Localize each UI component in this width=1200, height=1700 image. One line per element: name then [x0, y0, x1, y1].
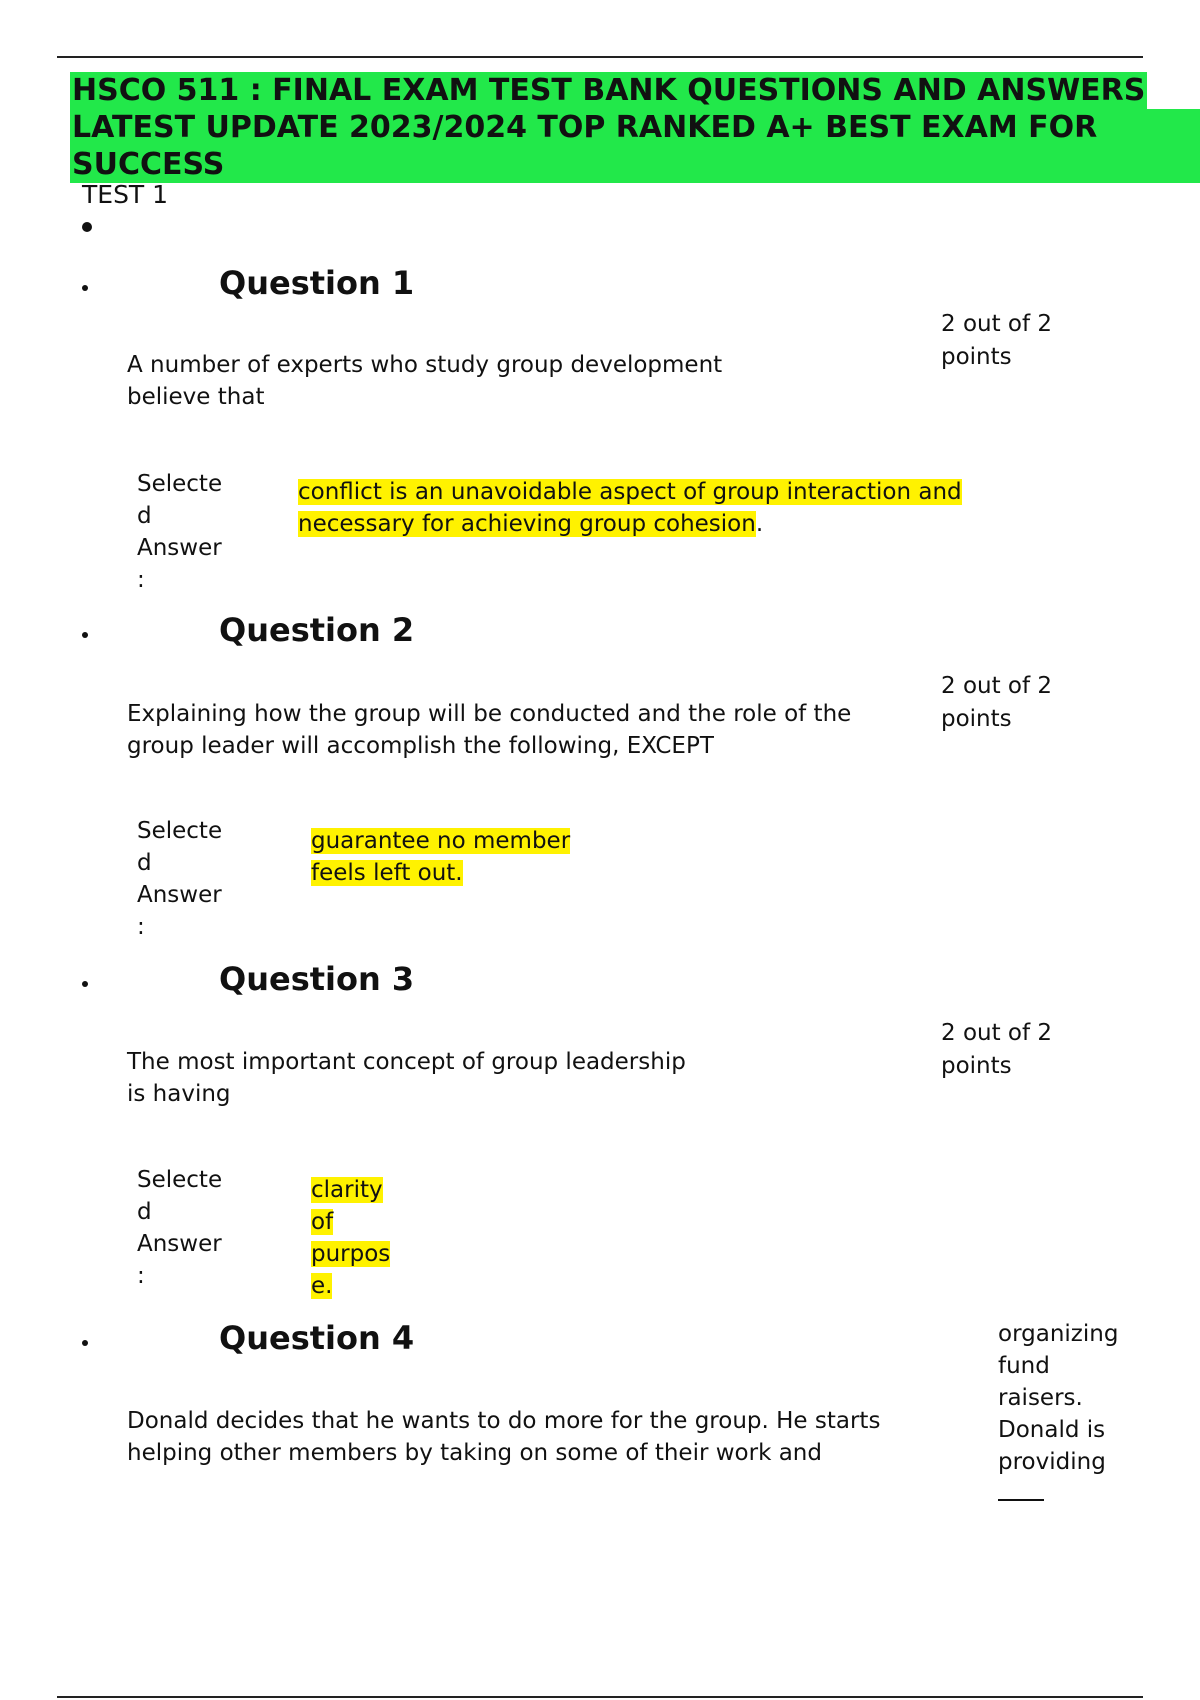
points-line-1: 2 out of 2	[941, 311, 1053, 337]
question-4-continuation	[998, 1318, 1148, 1510]
bottom-rule	[57, 1696, 1143, 1698]
title-line-1: HSCO 511 : FINAL EXAM TEST BANK QUESTIONS AND ANSWERS	[72, 73, 1146, 108]
answer-trailing-period: .	[755, 511, 764, 537]
answer-line-1: conflict is an unavoidable aspect of group interaction and	[298, 479, 962, 505]
question-text-line-2: helping other members by taking on some of their work and	[127, 1440, 822, 1466]
selected-answer-label	[137, 468, 237, 596]
bullet-icon	[82, 632, 88, 638]
selected-label-line-3: Answer	[137, 1231, 222, 1257]
answer-line-2: of	[311, 1209, 334, 1235]
bullet-icon	[82, 222, 92, 232]
bullet-icon	[82, 1340, 88, 1346]
document-title	[70, 72, 1200, 183]
selected-answer-label	[137, 815, 237, 943]
question-3-title: Question 3	[219, 960, 415, 998]
question-1-title: Question 1	[219, 264, 415, 302]
points-line-2: points	[941, 706, 1012, 732]
question-text-line-1: A number of experts who study group development	[127, 352, 723, 378]
question-3-answer	[311, 1174, 390, 1302]
selected-label-line-4: :	[137, 1263, 145, 1289]
points-line-2: points	[941, 1053, 1012, 1079]
question-2-points	[941, 670, 1081, 736]
answer-line-1: guarantee no member	[311, 828, 571, 854]
selected-label-line-1: Selecte	[137, 818, 223, 844]
top-rule	[57, 56, 1143, 58]
question-1-text	[127, 349, 722, 413]
selected-label-line-1: Selecte	[137, 471, 223, 497]
question-4-text	[127, 1405, 880, 1469]
selected-label-line-1: Selecte	[137, 1167, 223, 1193]
continuation-line-5: providing	[998, 1449, 1106, 1475]
selected-label-line-2: d	[137, 1199, 152, 1225]
test-label: TEST 1	[82, 180, 169, 209]
answer-line-3: purpos	[311, 1241, 391, 1267]
question-text-line-2: group leader will accomplish the following, EXCEPT	[127, 733, 714, 759]
question-text-line-1: The most important concept of group leadership	[127, 1049, 686, 1075]
points-line-1: 2 out of 2	[941, 1020, 1053, 1046]
title-line-2: LATEST UPDATE 2023/2024 TOP RANKED A+ BEST EXAM FOR SUCCESS	[70, 109, 1200, 183]
question-1-points	[941, 308, 1081, 374]
continuation-line-4: Donald is	[998, 1417, 1106, 1443]
answer-line-1: clarity	[311, 1177, 383, 1203]
question-3-points	[941, 1017, 1081, 1083]
answer-line-4: e.	[311, 1273, 333, 1299]
question-text-line-2: is having	[127, 1081, 231, 1107]
points-line-1: 2 out of 2	[941, 673, 1053, 699]
selected-label-line-4: :	[137, 567, 145, 593]
question-1-answer	[298, 476, 962, 540]
points-line-2: points	[941, 344, 1012, 370]
answer-blank	[998, 1481, 1044, 1501]
question-text-line-1: Explaining how the group will be conducted and the role of the	[127, 701, 852, 727]
continuation-line-3: raisers.	[998, 1385, 1083, 1411]
selected-label-line-3: Answer	[137, 535, 222, 561]
question-2-text	[127, 698, 851, 762]
question-2-answer	[311, 825, 570, 889]
answer-line-2: necessary for achieving group cohesion	[298, 511, 756, 537]
answer-line-2: feels left out.	[311, 860, 463, 886]
bullet-icon	[82, 285, 88, 291]
selected-label-line-3: Answer	[137, 882, 222, 908]
selected-answer-label	[137, 1164, 237, 1292]
selected-label-line-2: d	[137, 850, 152, 876]
selected-label-line-2: d	[137, 503, 152, 529]
question-text-line-1: Donald decides that he wants to do more for the group. He starts	[127, 1408, 881, 1434]
continuation-line-1: organizing	[998, 1321, 1119, 1347]
question-3-text	[127, 1046, 686, 1110]
continuation-line-2: fund	[998, 1353, 1050, 1379]
selected-label-line-4: :	[137, 914, 145, 940]
question-text-line-2: believe that	[127, 384, 265, 410]
bullet-icon	[82, 981, 88, 987]
question-2-title: Question 2	[219, 611, 415, 649]
question-4-title: Question 4	[219, 1319, 415, 1357]
